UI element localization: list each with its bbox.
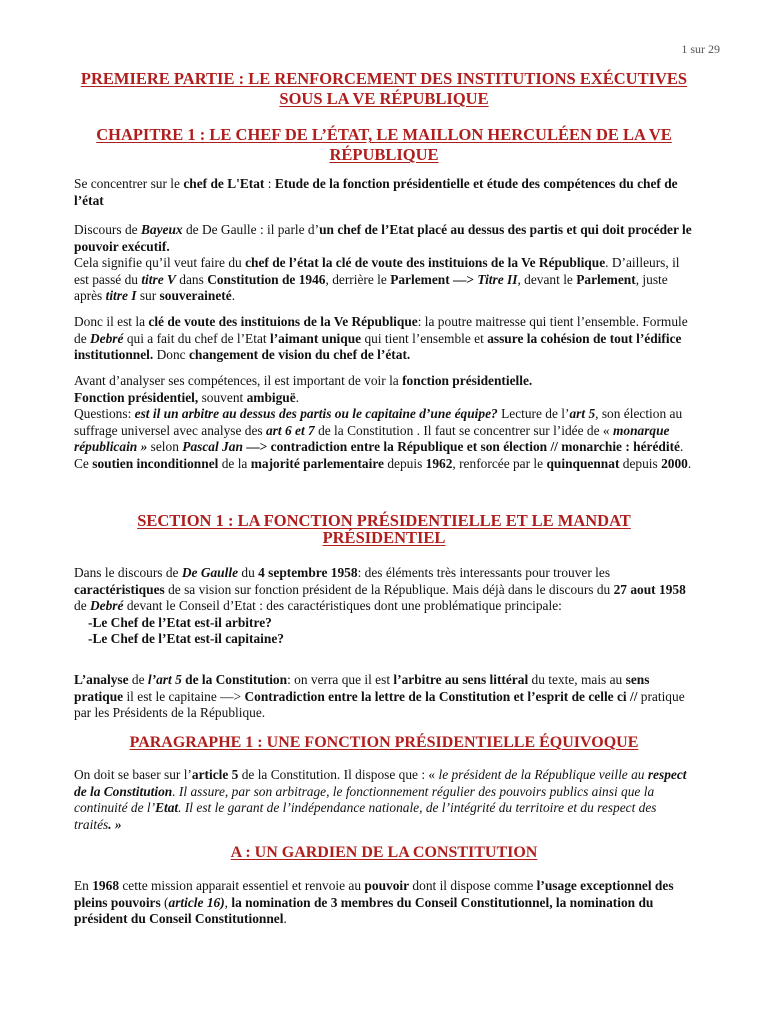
paragraph-intro: Se concentrer sur le chef de L'Etat : Etude de la fonction présidentielle et étude des compétences du chef de l’état (74, 176, 678, 208)
paragraph-analyse: L’analyse de l’art 5 de la Constitution: on verra que il est l’arbitre au sens littéral du texte, mais au sens pratique il est le capitaine —> Contradiction entre la lettre de la Constitution et l’esprit de celle ci // pratique par les Présidents de la République. (74, 672, 685, 721)
paragraph-1968: En 1968 cette mission apparait essentiel et renvoie au pouvoir dont il dispose comme l’usage exceptionnel des pleins pouvoirs (article 16), la nomination de 3 membres du Conseil Constitutionnel, la nomination du président du Conseil Constitutionnel. (74, 878, 674, 927)
chapter-heading: CHAPITRE 1 : LE CHEF DE L’ÉTAT, LE MAILLON HERCULÉEN DE LA VE RÉPUBLIQUE (96, 125, 672, 164)
page-number: 1 sur 29 (681, 42, 720, 56)
paragraph-cle-de-voute: Donc il est la clé de voute des instituions de la Ve République: la poutre maitresse qui tient l’ensemble. Formule de Debré qui a fait du chef de l’Etat l’aimant unique qui tient l’ensemble et assure la cohésion de tout l’édifice institutionnel. Donc changement de vision du chef de l’état. (74, 314, 688, 363)
subsection-heading: A : UN GARDIEN DE LA CONSTITUTION (230, 844, 538, 861)
paragraph-heading: PARAGRAPHE 1 : UNE FONCTION PRÉSIDENTIELLE ÉQUIVOQUE (129, 734, 639, 751)
paragraph-article-5: On doit se baser sur l’article 5 de la Constitution. Il dispose que : « le président de la République veille au respect de la Constitution. Il assure, par son arbitrage, le fonctionnement régulier des pouvoirs publics ainsi que la continuité de l’Etat. Il est le garant de l’indépendance nationale, de l’intégrité du territoire et du respect des traités. » (74, 767, 687, 832)
part-heading: PREMIERE PARTIE : LE RENFORCEMENT DES INSTITUTIONS EXÉCUTIVES SOUS LA VE RÉPUBLIQUE (80, 69, 688, 108)
paragraph-bayeux: Discours de Bayeux de De Gaulle : il parle d’un chef de l’Etat placé au dessus des partis et qui doit procéder le pouvoir exécutif. Cela signifie qu’il veut faire du chef de l’état la clé de voute des instituions de la Ve République. D’ailleurs, il est passé du titre V dans Constitution de 1946, derrière le Parlement —> Titre II, devant le Parlement, juste après titre I sur souveraineté. (74, 222, 692, 304)
paragraph-fonction: Avant d’analyser ses compétences, il est important de voir la fonction présidentielle. Fonction présidentiel, souvent ambiguë. Questions: est il un arbitre au dessus des partis ou le capitaine d’une équipe? Lecture de l’art 5, son élection au suffrage universel avec analyse des art 6 et 7 de la Constitution . Il faut se concentrer sur l’idée de « monarque républicain » selon Pascal Jan —> contradiction entre la République et son élection // monarchie : hérédité. Ce soutien inconditionnel de la majorité parlementaire depuis 1962, renforcée par le quinquennat depuis 2000. (74, 373, 692, 471)
section-heading: SECTION 1 : LA FONCTION PRÉSIDENTIELLE ET LE MANDAT PRÉSIDENTIEL (137, 511, 631, 547)
paragraph-discours: Dans le discours de De Gaulle du 4 septembre 1958: des éléments très interessants pour trouver les caractéristiques de sa vision sur fonction président de la République. Mais déjà dans le discours du 27 aout 1958 de Debré devant le Conseil d’Etat : des caractéristiques dont une problématique principale: -Le Chef de l’Etat est-il arbitre? -Le Chef de l’Etat est-il capitaine? (74, 565, 686, 647)
